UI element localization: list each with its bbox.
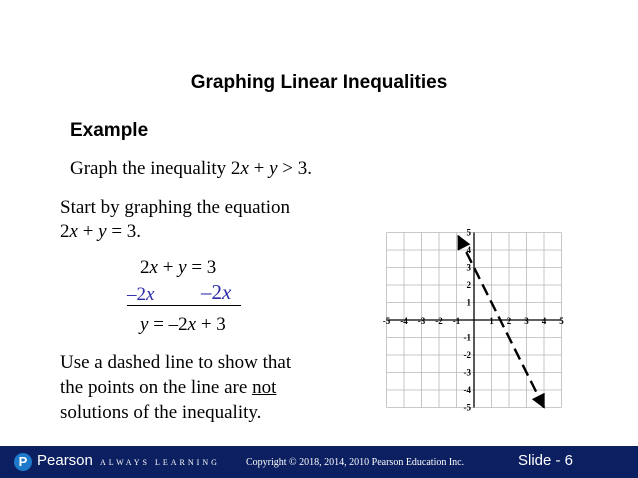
var-x: x [222, 280, 232, 304]
x-tick-label: -4 [400, 316, 408, 326]
divider-rule [127, 305, 241, 306]
text-part: + 3 [196, 314, 226, 335]
subtract-term-right [201, 281, 231, 303]
var-y: y [269, 158, 278, 179]
coordinate-graph [368, 212, 580, 412]
note-line-2 [60, 377, 276, 399]
x-tick-label: 1 [489, 316, 494, 326]
instruction-line-2 [60, 221, 141, 243]
var-y: y [98, 221, 107, 242]
var-x: x [146, 284, 155, 305]
x-tick-label: 4 [541, 316, 547, 326]
x-tick-label: -5 [382, 316, 391, 326]
y-tick-label: -1 [463, 332, 471, 343]
text-part: the points on the line are [60, 377, 253, 398]
y-tick-label: -2 [463, 350, 471, 360]
x-tick-label: 3 [524, 316, 529, 326]
x-tick-label: -1 [452, 316, 461, 326]
graph-line-layer [458, 236, 544, 408]
text-part: > 3. [277, 158, 312, 179]
text-part: = –2 [148, 314, 188, 335]
text-part: = 3. [106, 221, 142, 242]
text-part: + [157, 257, 179, 278]
text-part: 2 [140, 257, 150, 278]
text-part: + [248, 158, 270, 179]
logo-letter: P [18, 454, 28, 469]
text-part: = 3 [186, 257, 217, 278]
dashed-boundary-line [458, 236, 544, 408]
problem-statement [70, 158, 312, 180]
y-tick-label: 3 [466, 262, 471, 273]
text-part: Start by graphing the equation [60, 197, 291, 218]
slide-number: Slide - 6 [518, 452, 574, 469]
copyright-text: Copyright © 2018, 2014, 2010 Pearson Education Inc. [246, 457, 465, 468]
y-tick-label: -4 [463, 385, 471, 395]
slide-title: Graphing Linear Inequalities [190, 72, 448, 93]
x-tick-label: -2 [435, 316, 443, 326]
axes [387, 233, 562, 408]
var-x: x [69, 221, 78, 242]
text-part: Graph the inequality 2 [70, 158, 241, 179]
pearson-logo-icon [14, 453, 32, 471]
text-part: –2 [127, 284, 146, 305]
y-tick-label: 2 [466, 280, 471, 290]
x-tick-label: 2 [506, 316, 512, 326]
brand-name: Pearson [37, 452, 93, 469]
x-tick-label: 5 [559, 316, 564, 326]
y-tick-label: 4 [466, 245, 471, 255]
subtract-term-left [127, 284, 154, 306]
text-part: + [77, 221, 99, 242]
y-tick-label: 1 [466, 297, 471, 308]
text-part: –2 [201, 280, 222, 304]
section-heading: Example [70, 120, 149, 141]
y-tick-label: -5 [463, 402, 471, 412]
var-x: x [187, 314, 197, 335]
tagline: ALWAYS LEARNING [100, 458, 220, 467]
instruction-line-1 [60, 197, 290, 219]
note-line-1: Use a dashed line to show that [60, 352, 292, 373]
x-tick-label: -3 [417, 316, 426, 326]
underlined-word: not [252, 377, 277, 398]
var-x: x [149, 257, 158, 278]
y-tick-label: 5 [466, 227, 471, 238]
result-equation [140, 314, 226, 336]
note-line-3: solutions of the inequality. [60, 402, 262, 423]
y-tick-label: -3 [463, 367, 471, 378]
var-y: y [178, 257, 187, 278]
text-part: 2 [60, 221, 70, 242]
var-x: x [240, 158, 249, 179]
var-y: y [140, 314, 149, 335]
equation-line [140, 257, 216, 279]
